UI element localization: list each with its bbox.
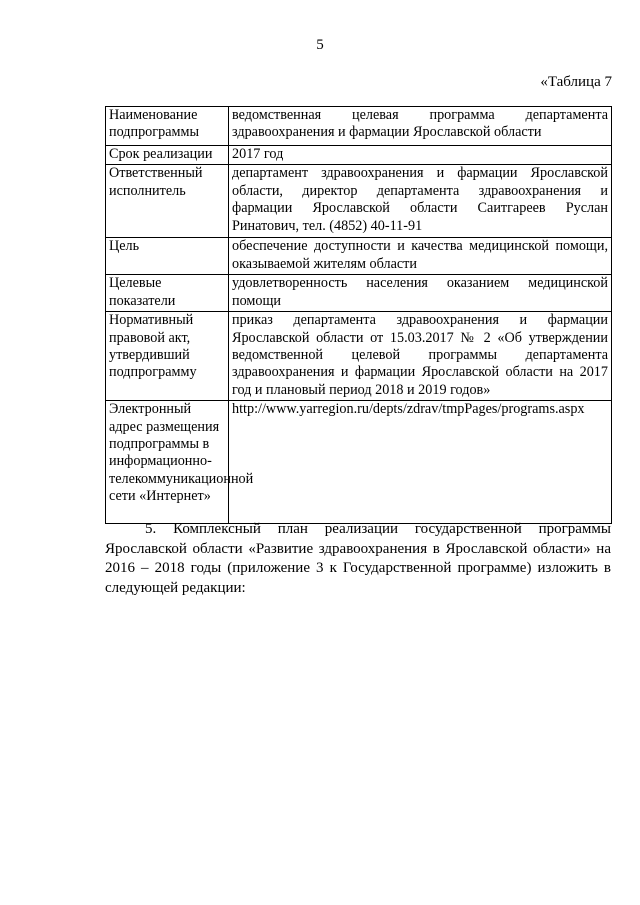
row-label: Наименование подпрограммы	[106, 107, 229, 146]
row-value-link[interactable]: http://www.yarregion.ru/depts/zdrav/tmpPages/programs.aspx	[229, 401, 612, 524]
row-label: Электронный адрес размещения подпрограммы в информационно-телекоммуникационной сети «Интернет»	[106, 401, 229, 524]
table-row	[106, 146, 612, 165]
row-value: департамент здравоохранения и фармации Ярославской области, директор департамента здравоохранения и фармации Ярославской области Саитгареев Руслан Ринатович, тел. (4852) 40-11-91	[229, 165, 612, 238]
body-paragraph: 5. Комплексный план реализации государственной программы Ярославской области «Развитие здравоохранения в Ярославской области» на 2016 – 2018 годы (приложение 3 к Государственной программе) изложить в следующей редакции:	[105, 521, 611, 596]
table-row	[106, 312, 612, 401]
page-number: 5	[316, 37, 324, 53]
row-value: обеспечение доступности и качества медицинской помощи, оказываемой жителям области	[229, 238, 612, 275]
row-label: Нормативный правовой акт, утвердивший подпрограмму	[106, 312, 229, 401]
table-caption: «Таблица 7	[540, 74, 612, 90]
row-label: Ответственный исполнитель	[106, 165, 229, 238]
table-row	[106, 165, 612, 238]
row-label: Целевые показатели	[106, 275, 229, 312]
row-label: Срок реализации	[106, 146, 229, 165]
table-row	[106, 275, 612, 312]
row-value: 2017 год	[229, 146, 612, 165]
table-row	[106, 107, 612, 146]
row-label: Цель	[106, 238, 229, 275]
subprogram-passport-table	[105, 106, 612, 524]
row-value: удовлетворенность населения оказанием медицинской помощи	[229, 275, 612, 312]
table-row	[106, 401, 612, 524]
row-value: ведомственная целевая программа департамента здравоохранения и фармации Ярославской области	[229, 107, 612, 146]
table-row	[106, 238, 612, 275]
row-value: приказ департамента здравоохранения и фармации Ярославской области от 15.03.2017 № 2 «Об утверждении ведомственной целевой программы департамента здравоохранения и фармации Ярославской области на 2017 год и плановый период 2018 и 2019 годов»	[229, 312, 612, 401]
